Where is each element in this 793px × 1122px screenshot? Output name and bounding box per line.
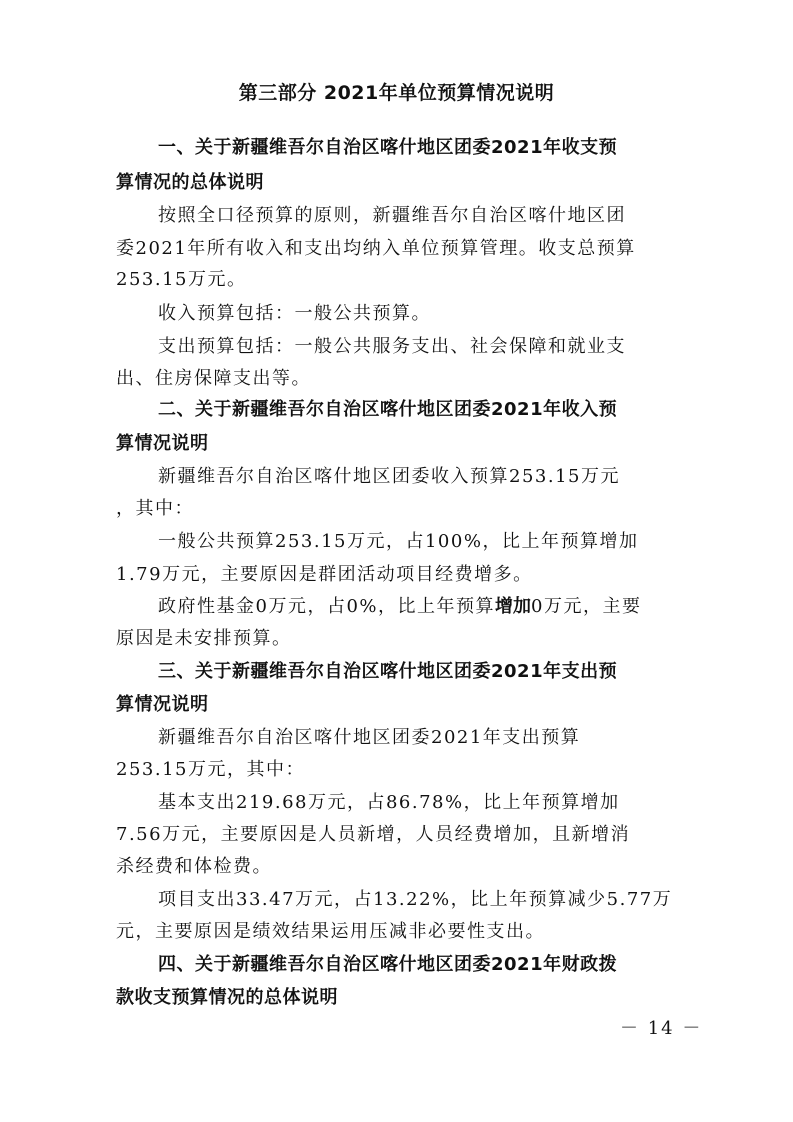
section-2-heading-line-1: 二、关于新疆维吾尔自治区喀什地区团委2021年收入预	[158, 399, 618, 420]
page-title: 第三部分 2021年单位预算情况说明	[238, 82, 555, 104]
paragraph-line: 新疆维吾尔自治区喀什地区团委2021年支出预算	[158, 727, 581, 748]
paragraph-line: 基本支出219.68万元，占86.78%，比上年预算增加	[158, 792, 620, 813]
paragraph-line: 支出预算包括：一般公共服务支出、社会保障和就业支	[158, 336, 626, 357]
paragraph-line: 杀经费和体检费。	[116, 856, 272, 877]
section-2-heading-line-2: 算情况说明	[116, 433, 209, 454]
paragraph-line	[158, 594, 641, 620]
paragraph-text: 政府性基金0万元，占0%，比上年预算	[158, 596, 496, 617]
section-1-heading-line-2: 算情况的总体说明	[116, 172, 264, 193]
section-3-heading-line-1: 三、关于新疆维吾尔自治区喀什地区团委2021年支出预	[158, 661, 618, 682]
paragraph-line: 委2021年所有收入和支出均纳入单位预算管理。收支总预算	[116, 238, 636, 259]
paragraph-line: 出、住房保障支出等。	[116, 368, 311, 389]
paragraph-line: 收入预算包括：一般公共预算。	[158, 303, 431, 324]
paragraph-line: 新疆维吾尔自治区喀什地区团委收入预算253.15万元	[158, 466, 620, 487]
section-4-heading-line-1: 四、关于新疆维吾尔自治区喀什地区团委2021年财政拨	[158, 954, 618, 975]
section-4-heading-line-2: 款收支预算情况的总体说明	[116, 987, 338, 1008]
page-number: － 14 －	[620, 1018, 703, 1039]
bold-text: 增加	[495, 596, 532, 617]
paragraph-line: 按照全口径预算的原则，新疆维吾尔自治区喀什地区团	[158, 205, 626, 226]
paragraph-line: 253.15万元。	[116, 269, 247, 290]
paragraph-line: 1.79万元，主要原因是群团活动项目经费增多。	[116, 564, 533, 585]
paragraph-line: 项目支出33.47万元，占13.22%，比上年预算减少5.77万	[158, 889, 673, 910]
paragraph-line: 253.15万元，其中：	[116, 759, 305, 780]
paragraph-line: 7.56万元，主要原因是人员新增，人员经费增加，且新增消	[116, 824, 631, 845]
paragraph-line: 原因是未安排预算。	[116, 628, 292, 649]
section-3-heading-line-2: 算情况说明	[116, 694, 209, 715]
paragraph-text: 0万元，主要	[531, 596, 642, 617]
paragraph-line: ，其中：	[116, 498, 194, 519]
section-1-heading-line-1: 一、关于新疆维吾尔自治区喀什地区团委2021年收支预	[158, 137, 618, 158]
paragraph-line: 元，主要原因是绩效结果运用压减非必要性支出。	[116, 921, 545, 942]
paragraph-line: 一般公共预算253.15万元，占100%，比上年预算增加	[158, 531, 639, 552]
